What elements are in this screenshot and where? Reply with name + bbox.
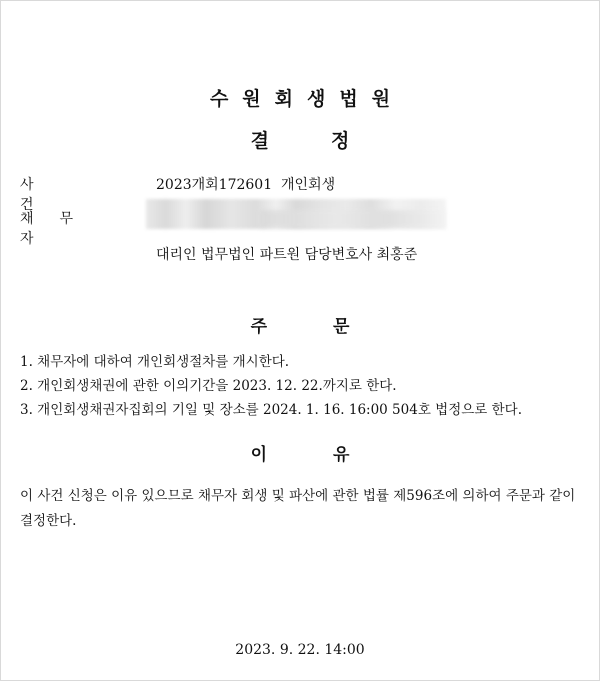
debtor-address-redacted bbox=[260, 210, 446, 228]
order-item: 3. 개인회생채권자집회의 기일 및 장소를 2024. 1. 16. 16:00 504호 법정으로 한다. bbox=[20, 402, 522, 418]
court-name: 수원회생법원 bbox=[209, 88, 405, 110]
decision-date: 2023. 9. 22. 14:00 bbox=[235, 642, 365, 658]
document-type-title: 결정 bbox=[250, 130, 412, 152]
debtor-label bbox=[20, 208, 110, 248]
case-number: 2023개회172601 개인회생 bbox=[156, 177, 336, 193]
order-item: 1. 채무자에 대하여 개인회생절차를 개시한다. bbox=[20, 354, 290, 370]
debtor-label-text: 채무자 bbox=[20, 211, 100, 247]
reason-text: 이 사건 신청은 이유 있으므로 채무자 회생 및 파산에 관한 법률 제596조에 의하여 주문과 같이 결정한다. bbox=[20, 488, 576, 529]
reason-heading: 이유 bbox=[250, 445, 416, 465]
order-item: 2. 개인회생채권에 관한 이의기간을 2023. 12. 22.까지로 한다. bbox=[20, 378, 397, 394]
case-label-text: 사건 bbox=[20, 177, 90, 213]
attorney-line: 대리인 법무법인 파트원 담당변호사 최홍준 bbox=[156, 247, 418, 263]
order-heading: 주문 bbox=[250, 317, 416, 337]
